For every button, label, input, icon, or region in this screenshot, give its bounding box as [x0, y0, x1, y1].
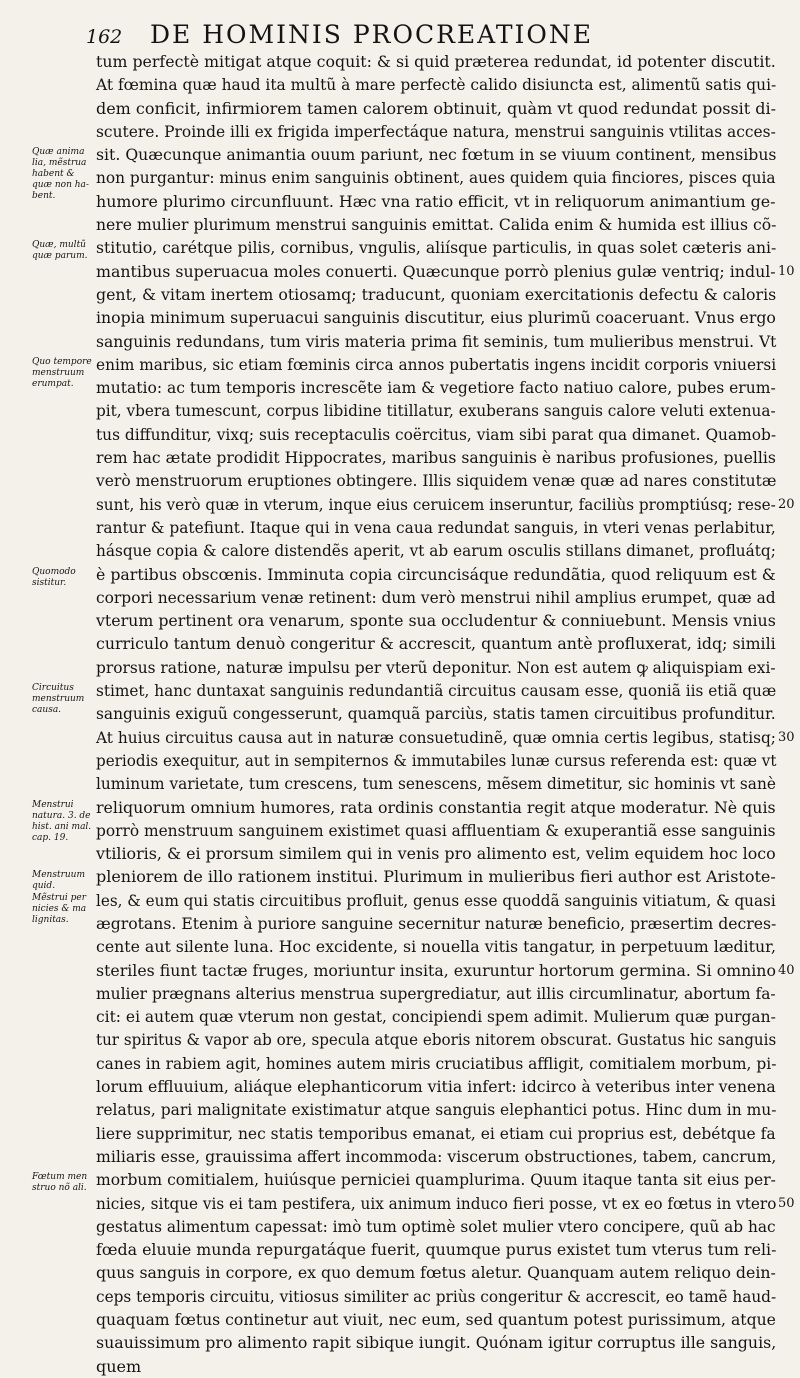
text-line: mulier prægnans alterius menstrua supergrediatur, aut illis circumlinatur, abortum fa-	[96, 983, 776, 1003]
text-line: quem	[96, 1356, 142, 1376]
margin-note: Quæ, multũ quæ parum.	[32, 240, 88, 262]
text-line: quus sanguis in corpore, ex quo demum fœtus aletur. Quanquam autem reliquo dein-	[96, 1263, 776, 1283]
text-line: sanguinis exiguũ congesserunt, quamquã parciùs, statis tamen circuitibus profunditur.	[96, 704, 776, 724]
margin-note: Menstruum quid.	[32, 869, 86, 891]
text-line: canes in rabiem agit, homines autem miris cruciatibus affligit, comitialem morbum, pi-	[96, 1053, 777, 1073]
margin-note: Quo tempore menstruum erumpat.	[32, 356, 92, 389]
text-line: humore plurimo circunfluunt. Hæc vna ratio efficit, vt in reliquorum animantium ge-	[96, 191, 776, 211]
margin-note: Fœtum men struo nõ ali.	[32, 1172, 88, 1194]
text-line: suauissimum pro alimento rapit sibique iungit. Quónam igitur corruptus ille sanguis,	[96, 1333, 777, 1353]
text-line: pit, vbera tumescunt, corpus libidine titillatur, exuberans sanguis calore veluti extenua-	[96, 401, 776, 421]
text-line: prorsus ratione, naturæ impulsu per vterũ deponitur. Non est autem ꝙ aliquispiam exi-	[96, 657, 776, 677]
text-line: mantibus superuacua moles conuerti. Quæcunque porrò plenius gulæ ventriq; indul-	[96, 261, 776, 281]
text-line: pleniorem de illo rationem institui. Plurimum in mulieribus fieri author est Aristote-	[96, 867, 776, 887]
text-line: steriles fiunt tactæ fruges, moriuntur insita, exuruntur hortorum germina. Si omnino	[96, 960, 776, 980]
text-line: enim maribus, sic etiam fœminis circa annos pubertatis ingens incidit corporis vniuersi	[96, 354, 777, 374]
line-number: 30	[778, 729, 795, 745]
text-line: dem conficit, infirmiorem tamen calorem obtinuit, quàm vt quod redundat possit di-	[96, 98, 776, 118]
text-line: gent, & vitam inertem otiosamq; traducunt, quoniam exercitationis defectu & caloris	[96, 284, 777, 304]
line-number: 20	[778, 496, 795, 512]
text-line: non purgantur: minus enim sanguinis obtinent, aues quidem quia finciores, pisces quia	[96, 168, 776, 188]
text-line: sanguinis redundans, tum viris materia prima fit seminis, tum mulieribus menstrui. Vt	[96, 331, 777, 351]
text-line: reliquorum omnium humores, rata ordinis constantia regit atque moderatur. Nè quis	[96, 797, 776, 817]
text-line: sit. Quæcunque animantia ouum pariunt, nec fœtum in se viuum continent, mensibus	[96, 145, 777, 165]
text-line: vterum pertinent ora venarum, sponte sua occludentur & conniuebunt. Mensis vnius	[96, 611, 776, 631]
text-line: sunt, his verò quæ in vterum, inque eius ceruicem inseruntur, faciliùs promptiúsq; rese-	[96, 494, 776, 514]
text-line: stitutio, carétque pilis, cornibus, vngulis, aliísque particulis, in quas solet cæteris ani-	[96, 238, 777, 258]
text-line: verò menstruorum eruptiones obtingere. Illis siquidem venæ quæ ad nares constitutæ	[96, 471, 777, 491]
text-line: liere supprimitur, nec statis temporibus emanat, ei etiam cui proprius est, debétque fa	[96, 1123, 776, 1143]
text-line: periodis exequitur, aut in sempiternos & immutabiles lunæ cursus referenda est: quæ vt	[96, 750, 777, 770]
text-line: gestatus alimentum capessat: imò tum optimè solet mulier vtero concipere, quũ ab hac	[96, 1216, 776, 1236]
text-line: miliaris esse, grauissima affert incommoda: viscerum obstructiones, tabem, cancrum,	[96, 1146, 777, 1166]
text-line: vtilioris, & ei prorsum similem qui in venis pro alimento est, velim equidem hoc loco	[96, 844, 776, 864]
text-line: ceps temporis circuitu, vitiosus similiter ac priùs congeritur & accrescit, eo tamẽ haud-	[96, 1286, 777, 1306]
text-line: At fœmina quæ haud ita multũ à mare perfectè calido disiuncta est, alimentũ satis qui-	[96, 75, 777, 95]
text-line: rantur & patefiunt. Itaque qui in vena caua redundat sanguis, in vteri venas perlabitur,	[96, 517, 776, 537]
margin-note: Quæ anima lia, mẽstrua habent & quæ non ha- bent.	[32, 147, 89, 202]
text-line: At huius circuitus causa aut in naturæ consuetudinẽ, quæ omnia certis legibus, statisq;	[96, 727, 776, 747]
text-line: nere mulier plurimum menstrui sanguinis emittat. Calida enim & humida est illius cõ-	[96, 215, 777, 235]
text-line: rem hac ætate prodidit Hippocrates, maribus sanguinis è naribus profusiones, puellis	[96, 448, 776, 468]
text-line: fœda eluuie munda repurgatáque fuerit, quumque purus existet tum vterus tum reli-	[96, 1240, 777, 1260]
text-line: curriculo tantum denuò congeritur & accrescit, quantum antè profluxerat, idq; simili	[96, 634, 776, 654]
text-line: tur spiritus & vapor ab ore, specula atque eboris nitorem obscurat. Gustatus hic sanguis	[96, 1030, 777, 1050]
text-line: lorum effluuium, aliáque elephanticorum vitia infert: idcirco à veteribus inter venena	[96, 1077, 776, 1097]
text-line: tum perfectè mitigat atque coquit: & si quid præterea redundat, id potenter discutit.	[96, 52, 776, 71]
line-number: 40	[778, 962, 795, 978]
margin-note: Mẽstrui per nicies & ma lignitas.	[32, 892, 87, 925]
text-line: porrò menstruum sanguinem existimet quasi affluentiam & exuperantiã esse sanguinis	[96, 820, 776, 840]
margin-note: Quomodo sistitur.	[32, 566, 76, 588]
text-line: les, & eum qui statis circuitibus profluit, genus esse quoddã sanguinis vitiatum, & quasi	[96, 890, 776, 910]
text-line: quaquam fœtus continetur aut viuit, nec eum, sed quantum potest purissimum, atque	[96, 1310, 776, 1330]
body-text	[96, 50, 776, 1378]
text-line: mutatio: ac tum temporis increscẽte iam & vegetiore facto natiuo calore, pubes erum-	[96, 378, 776, 398]
text-line: ægrotans. Etenim à puriore sanguine secernitur naturæ beneficio, præsertim decres-	[96, 913, 777, 933]
text-line: scutere. Proinde illi ex frigida imperfectáque natura, menstrui sanguinis vtilitas acces-	[96, 121, 776, 141]
text-line: inopia minimum superuacui sanguinis discutitur, eius plurimũ coaceruant. Vnus ergo	[96, 308, 776, 328]
text-line: è partibus obscœnis. Imminuta copia circuncisáque redundãtia, quod reliquum est &	[96, 564, 776, 584]
text-line: corpori necessarium venæ retinent: dum verò menstrui nihil amplius erumpet, quæ ad	[96, 587, 776, 607]
text-line: cente aut silente luna. Hoc excidente, si nouella vitis tangatur, in perpetuum læditur,	[96, 937, 776, 957]
text-line: luminum varietate, tum crescens, tum senescens, mẽsem dimetitur, sic hominis vt sanè	[96, 774, 776, 794]
text-line: relatus, pari malignitate existimatur atque sanguis elephantici potus. Hinc dum in mu-	[96, 1100, 777, 1120]
text-line: morbum comitialem, huiúsque perniciei quamplurima. Quum itaque tanta sit eius per-	[96, 1170, 776, 1190]
line-number: 50	[778, 1195, 795, 1211]
text-line: tus diffunditur, vixq; suis receptaculis coërcitus, viam sibi parat qua dimanet. Quamob-	[96, 424, 777, 444]
margin-note: Menstrui natura. 3. de hist. ani mal. cap. 19.	[32, 799, 92, 843]
text-line: stimet, hanc duntaxat sanguinis redundantiã circuitus causam esse, quoniã iis etiã quæ	[96, 681, 777, 701]
page-number: 162	[86, 26, 123, 48]
text-line: nicies, sitque vis ei tam pestifera, uix animum induco fieri posse, vt ex eo fœtus in vtero	[96, 1193, 777, 1213]
margin-note: Circuitus menstruum causa.	[32, 683, 85, 716]
line-number: 10	[778, 263, 795, 279]
text-line: cit: ei autem quæ vterum non gestat, concipiendi spem adimit. Mulierum quæ purgan-	[96, 1007, 776, 1027]
running-head: DE HOMINIS PROCREATIONE	[150, 20, 594, 49]
text-line: hásque copia & calore distendẽs aperit, vt ab earum osculis stillans dimanet, profluátq;	[96, 541, 776, 561]
